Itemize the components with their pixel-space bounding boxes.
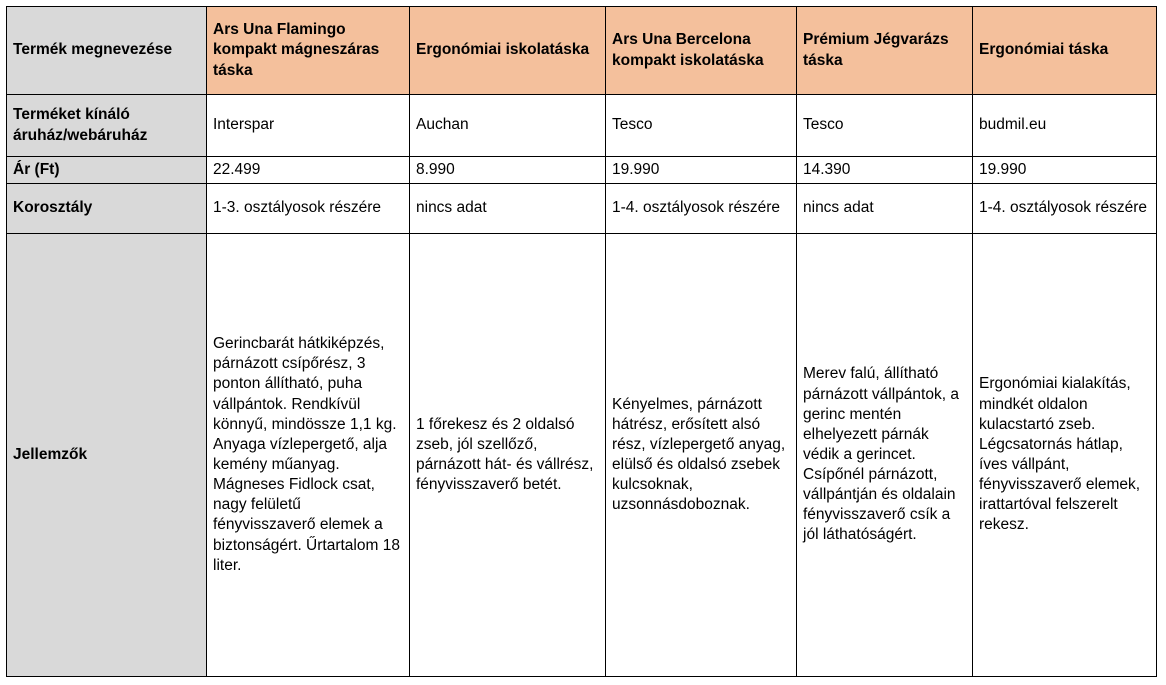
features-cell-3: Kényelmes, párnázott hátrész, erősített alsó rész, vízlepergető anyag, elülső és oldalsó zsebek kulcsoknak, uzsonnásdoboznak.: [606, 234, 797, 677]
table-row-age-group: [7, 184, 1157, 234]
features-cell-5: Ergonómiai kialakítás, mindkét oldalon kulacstartó zseb. Légcsatornás hátlap, íves vállpánt, fényvisszaverő elemek, irattartóval felszerelt rekesz.: [973, 234, 1157, 677]
store-cell-3: Tesco: [606, 95, 797, 157]
product-name-1: Ars Una Flamingo kompakt mágneszáras táska: [207, 7, 410, 95]
table-row-features: [7, 234, 1157, 677]
row-header-features: Jellemzők: [7, 234, 207, 677]
price-cell-5: 19.990: [973, 157, 1157, 184]
age-group-cell-3: 1-4. osztályosok részére: [606, 184, 797, 234]
age-group-cell-1: 1-3. osztályosok részére: [207, 184, 410, 234]
age-group-cell-5: 1-4. osztályosok részére: [973, 184, 1157, 234]
product-name-5: Ergonómiai táska: [973, 7, 1157, 95]
features-cell-4: Merev falú, állítható párnázott vállpántok, a gerinc mentén elhelyezett párnák védik a gerincet. Csípőnél párnázott, vállpántján és oldalain fényvisszaverő csík a jól láthatóságért.: [797, 234, 973, 677]
store-cell-2: Auchan: [410, 95, 606, 157]
table-row-store: [7, 95, 1157, 157]
product-name-2: Ergonómiai iskolatáska: [410, 7, 606, 95]
age-group-cell-4: nincs adat: [797, 184, 973, 234]
store-cell-1: Interspar: [207, 95, 410, 157]
row-header-age-group: Korosztály: [7, 184, 207, 234]
price-cell-4: 14.390: [797, 157, 973, 184]
price-cell-1: 22.499: [207, 157, 410, 184]
product-name-3: Ars Una Bercelona kompakt iskolatáska: [606, 7, 797, 95]
table-row-price: [7, 157, 1157, 184]
row-header-store: Terméket kínáló áruház/webáruház: [7, 95, 207, 157]
price-cell-3: 19.990: [606, 157, 797, 184]
row-header-price: Ár (Ft): [7, 157, 207, 184]
product-name-4: Prémium Jégvarázs táska: [797, 7, 973, 95]
table-row-product-name: [7, 7, 1157, 95]
row-header-product-name: Termék megnevezése: [7, 7, 207, 95]
store-cell-5: budmil.eu: [973, 95, 1157, 157]
features-cell-1: Gerincbarát hátkiképzés, párnázott csípőrész, 3 ponton állítható, puha vállpántok. Rendkívül könnyű, mindössze 1,1 kg. Anyaga vízlepergető, alja kemény műanyag. Mágneses Fidlock csat, nagy felületű fényvisszaverő elemek a biztonságért. Űrtartalom 18 liter.: [207, 234, 410, 677]
product-comparison-table: [6, 6, 1157, 677]
store-cell-4: Tesco: [797, 95, 973, 157]
features-cell-2: 1 főrekesz és 2 oldalsó zseb, jól szellőző, párnázott hát- és vállrész, fényvisszaverő betét.: [410, 234, 606, 677]
age-group-cell-2: nincs adat: [410, 184, 606, 234]
price-cell-2: 8.990: [410, 157, 606, 184]
